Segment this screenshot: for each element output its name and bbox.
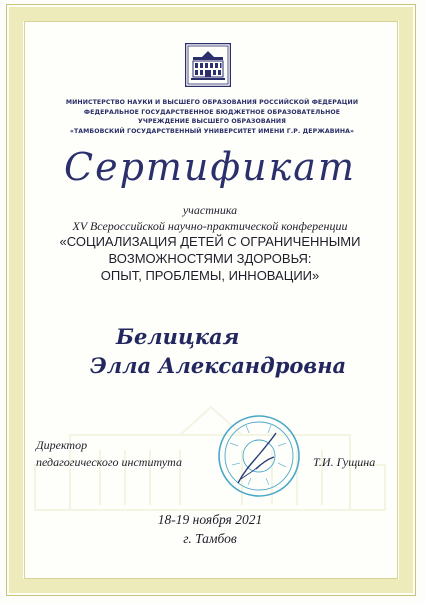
- conference-theme: [40, 233, 380, 284]
- ministry-line-1: МИНИСТЕРСТВО НАУКИ И ВЫСШЕГО ОБРАЗОВАНИЯ РОССИЙСКОЙ ФЕДЕРАЦИИ: [65, 99, 359, 106]
- conference-name: XV Всероссийской научно-практической конференции: [72, 219, 348, 233]
- ministry-header: [34, 98, 390, 136]
- ministry-line-2: ФЕДЕРАЛЬНОЕ ГОСУДАРСТВЕННОЕ БЮДЖЕТНОЕ ОБРАЗОВАТЕЛЬНОЕ: [83, 108, 341, 116]
- director-institute: педагогического института: [36, 455, 182, 469]
- director-title: Директор: [36, 438, 88, 452]
- recipient-name: [90, 322, 350, 380]
- recipient-surname: Белицкая: [116, 324, 240, 349]
- official-stamp-icon: [216, 413, 302, 499]
- event-city: г. Тамбов: [183, 531, 237, 546]
- ministry-line-4: «ТАМБОВСКИЙ ГОСУДАРСТВЕННЫЙ УНИВЕРСИТЕТ ИМЕНИ Г.Р. ДЕРЖАВИНА»: [69, 127, 355, 135]
- theme-line-1: «СОЦИАЛИЗАЦИЯ ДЕТЕЙ С ОГРАНИЧЕННЫМИ: [59, 234, 361, 249]
- certificate-title: Сертификат: [64, 145, 356, 189]
- theme-line-3: ОПЫТ, ПРОБЛЕМЫ, ИННОВАЦИИ»: [100, 268, 320, 283]
- recipient-given-names: Элла Александровна: [90, 353, 347, 378]
- event-details: [40, 510, 380, 548]
- director-position: [36, 437, 216, 471]
- ministry-line-3: УЧРЕЖДЕНИЕ ВЫСШЕГО ОБРАЗОВАНИЯ: [137, 118, 287, 126]
- participant-label: участника: [182, 203, 238, 217]
- university-logo-icon: [185, 43, 231, 87]
- signer-name: Т.И. Гущина: [313, 455, 376, 469]
- event-dates: 18-19 ноября 2021: [157, 512, 263, 527]
- theme-line-2: ВОЗМОЖНОСТЯМИ ЗДОРОВЬЯ:: [108, 251, 312, 266]
